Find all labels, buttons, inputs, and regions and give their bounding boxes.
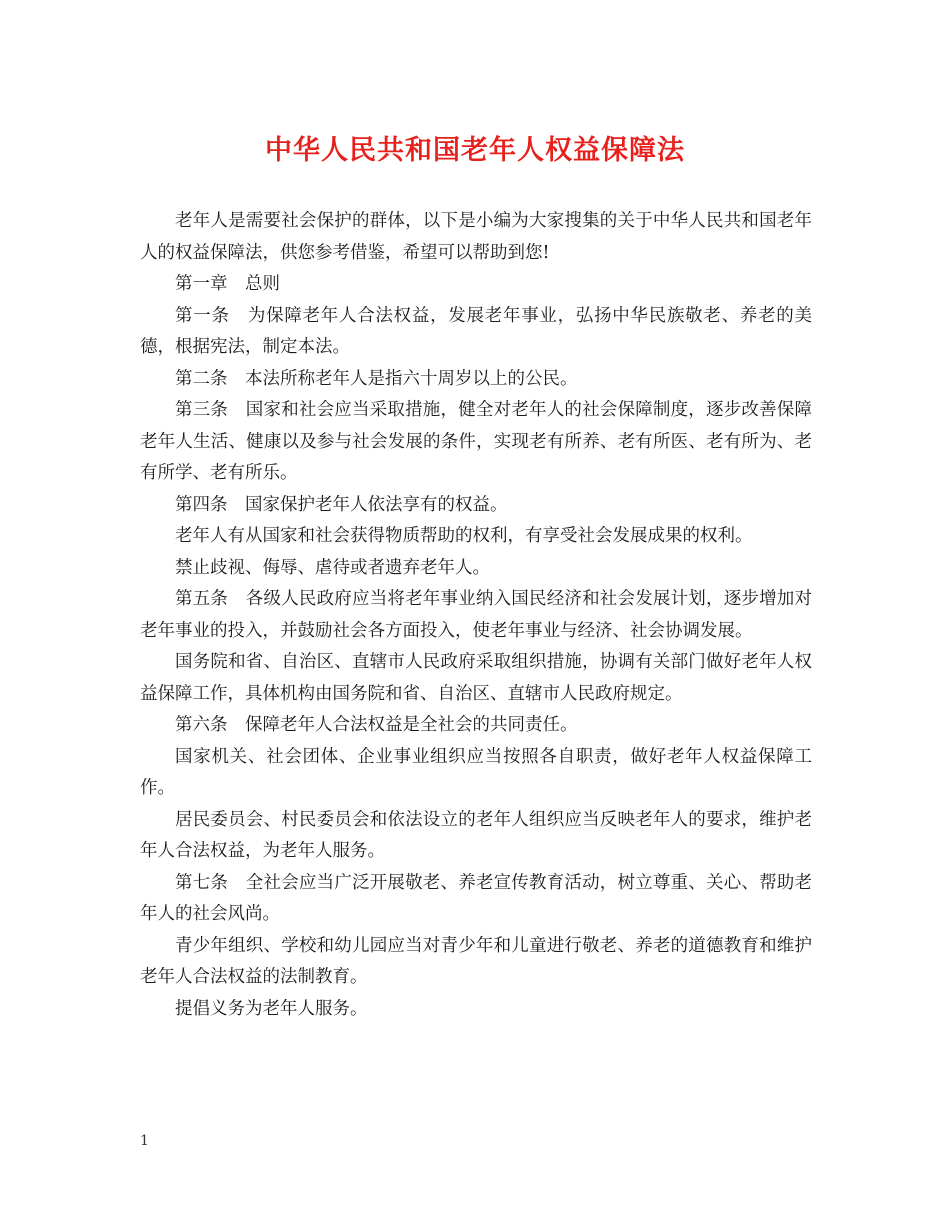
article-4-clause-3: 禁止歧视、侮辱、虐待或者遗弃老年人。 [175, 557, 490, 578]
article-5: 第五条 各级人民政府应当将老年事业纳入国民经济和社会发展计划，逐步增加对老年事业的投入，并鼓励社会各方面投入，使老年事业与经济、社会协调发展。 [140, 589, 812, 641]
article-7-clause-2: 青少年组织、学校和幼儿园应当对青少年和儿童进行敬老、养老的道德教育和维护老年人合法权益的法制教育。 [140, 935, 812, 987]
document-body [140, 206, 812, 1025]
article-4-clause-2: 老年人有从国家和社会获得物质帮助的权利，有享受社会发展成果的权利。 [175, 526, 753, 546]
article-3: 第三条 国家和社会应当采取措施，健全对老年人的社会保障制度，逐步改善保障老年人生活、健康以及参与社会发展的条件，实现老有所养、老有所医、老有所为、老有所学、老有所乐。 [140, 400, 812, 483]
article-7-clause-3: 提倡义务为老年人服务。 [175, 998, 368, 1019]
article-6-clause-3: 居民委员会、村民委员会和依法设立的老年人组织应当反映老年人的要求，维护老年人合法权益，为老年人服务。 [140, 809, 812, 861]
article-2: 第二条 本法所称老年人是指六十周岁以上的公民。 [175, 368, 578, 389]
chapter-heading: 第一章 总则 [175, 274, 280, 294]
article-7: 第七条 全社会应当广泛开展敬老、养老宣传教育活动，树立尊重、关心、帮助老年人的社会风尚。 [140, 872, 812, 924]
document-title: 中华人民共和国老年人权益保障法 [265, 135, 685, 166]
article-5-clause-2: 国务院和省、自治区、直辖市人民政府采取组织措施，协调有关部门做好老年人权益保障工作，具体机构由国务院和省、自治区、直辖市人民政府规定。 [140, 652, 812, 704]
article-6-clause-2: 国家机关、社会团体、企业事业组织应当按照各自职责，做好老年人权益保障工作。 [140, 746, 812, 798]
article-6: 第六条 保障老年人合法权益是全社会的共同责任。 [175, 715, 578, 735]
article-1: 第一条 为保障老年人合法权益，发展老年事业，弘扬中华民族敬老、养老的美德，根据宪法，制定本法。 [140, 305, 812, 357]
article-4: 第四条 国家保护老年人依法享有的权益。 [175, 494, 508, 515]
page-number: 1 [140, 1133, 149, 1149]
paragraph-intro: 老年人是需要社会保护的群体，以下是小编为大家搜集的关于中华人民共和国老年人的权益保障法，供您参考借鉴，希望可以帮助到您! [140, 211, 812, 263]
